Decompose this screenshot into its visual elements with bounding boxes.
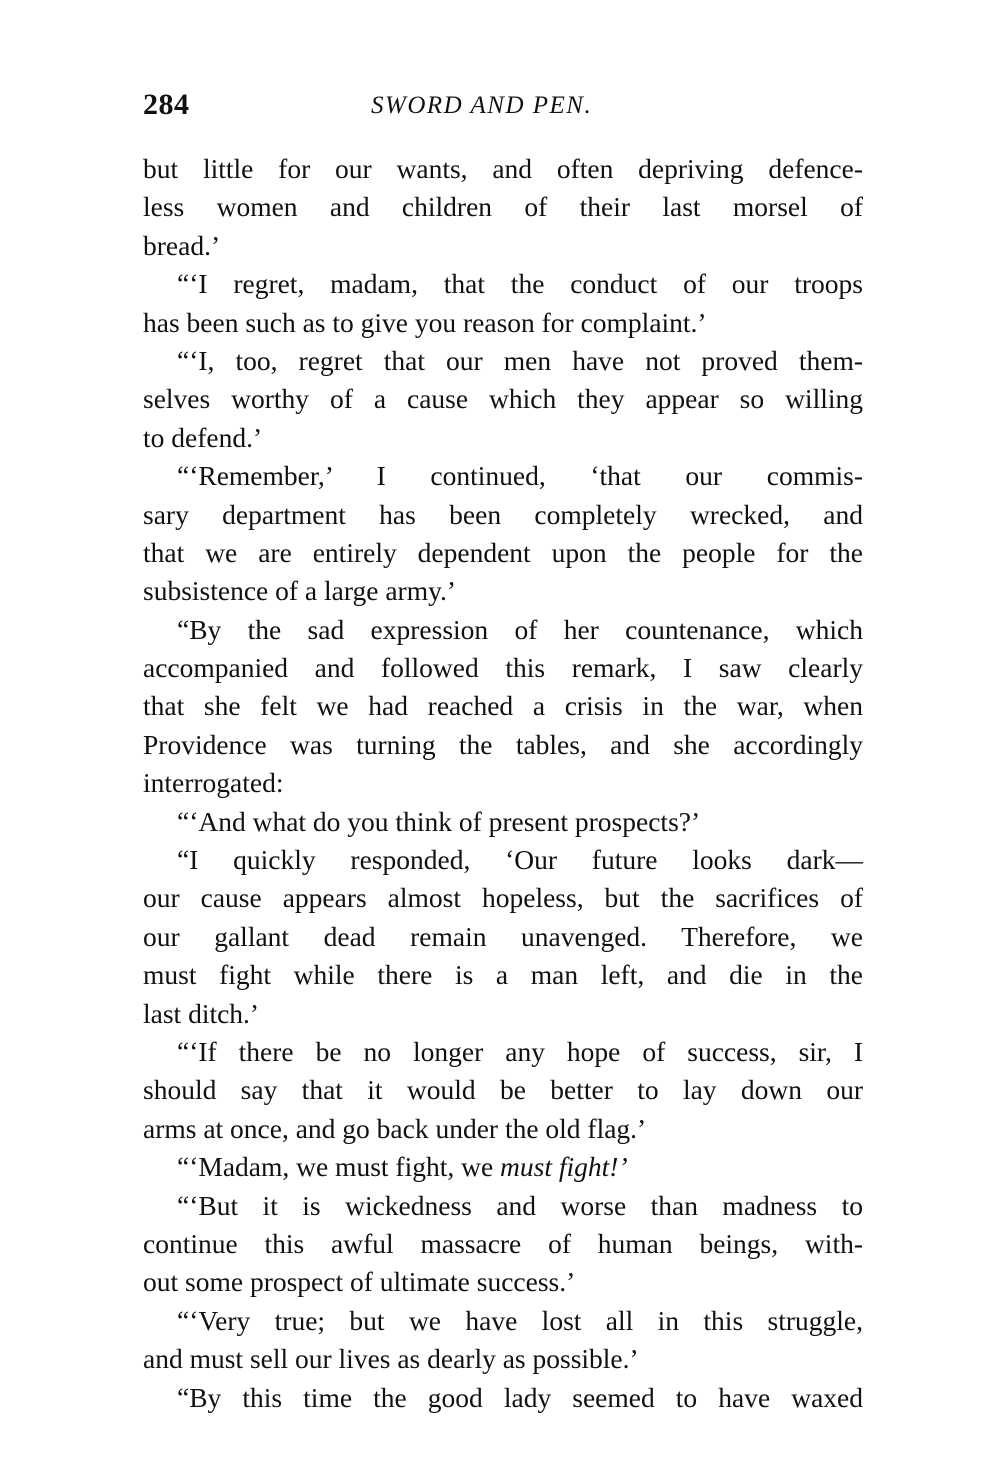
text-line: out some prospect of ultimate success.’ — [143, 1266, 576, 1298]
text-line: Providence was turning the tables, and she accordingly — [143, 728, 863, 760]
text-line: last ditch.’ — [143, 997, 260, 1029]
text-line: our gallant dead remain unavenged. Therefore, we — [143, 920, 863, 952]
text-line: “By this time the good lady seemed to have waxed — [177, 1381, 863, 1413]
text-line: “‘I regret, madam, that the conduct of our troops — [177, 268, 863, 300]
text-line: bread.’ — [143, 229, 221, 261]
text-line: should say that it would be better to lay down our — [143, 1074, 863, 1106]
text-line: but little for our wants, and often depriving defence- — [143, 153, 863, 184]
text-line: “‘Remember,’ I continued, ‘that our commis- — [177, 460, 863, 492]
text-line: our cause appears almost hopeless, but the sacrifices of — [143, 882, 863, 914]
text-line: “‘But it is wickedness and worse than madness to — [177, 1189, 863, 1221]
text-line: to defend.’ — [143, 421, 263, 453]
text-line: that we are entirely dependent upon the people for the — [143, 536, 863, 568]
text-line: “‘Very true; but we have lost all in this struggle, — [177, 1304, 863, 1336]
text-line: “By the sad expression of her countenance, which — [177, 613, 863, 645]
text-line: “‘I, too, regret that our men have not proved them- — [177, 344, 863, 376]
text-line: less women and children of their last morsel of — [143, 191, 863, 223]
text-fragment: “‘Madam, we must fight, we — [177, 1151, 501, 1183]
italic-emphasis: must fight!’ — [500, 1151, 628, 1183]
text-line: interrogated: — [143, 767, 284, 799]
text-line: “I quickly responded, ‘Our future looks dark— — [177, 844, 863, 876]
running-head — [143, 88, 863, 128]
text-line: arms at once, and go back under the old flag.’ — [143, 1112, 647, 1144]
body-text — [143, 150, 863, 1417]
text-line — [143, 1148, 863, 1186]
text-line: that she felt we had reached a crisis in the war, when — [143, 690, 863, 722]
text-line: sary department has been completely wrecked, and — [143, 498, 863, 530]
text-line: accompanied and followed this remark, I saw clearly — [143, 652, 863, 684]
text-line: has been such as to give you reason for complaint.’ — [143, 306, 707, 338]
text-line: subsistence of a large army.’ — [143, 575, 457, 607]
text-line: “‘If there be no longer any hope of success, sir, I — [177, 1035, 863, 1067]
text-line: “‘And what do you think of present prospects?’ — [177, 805, 701, 837]
text-line: and must sell our lives as dearly as possible.’ — [143, 1343, 639, 1375]
page-number: 284 — [143, 88, 190, 121]
text-line: continue this awful massacre of human beings, with- — [143, 1227, 863, 1259]
text-line: must fight while there is a man left, and die in the — [143, 959, 863, 991]
running-title: SWORD AND PEN. — [371, 92, 593, 119]
text-line: selves worthy of a cause which they appear so willing — [143, 383, 863, 415]
